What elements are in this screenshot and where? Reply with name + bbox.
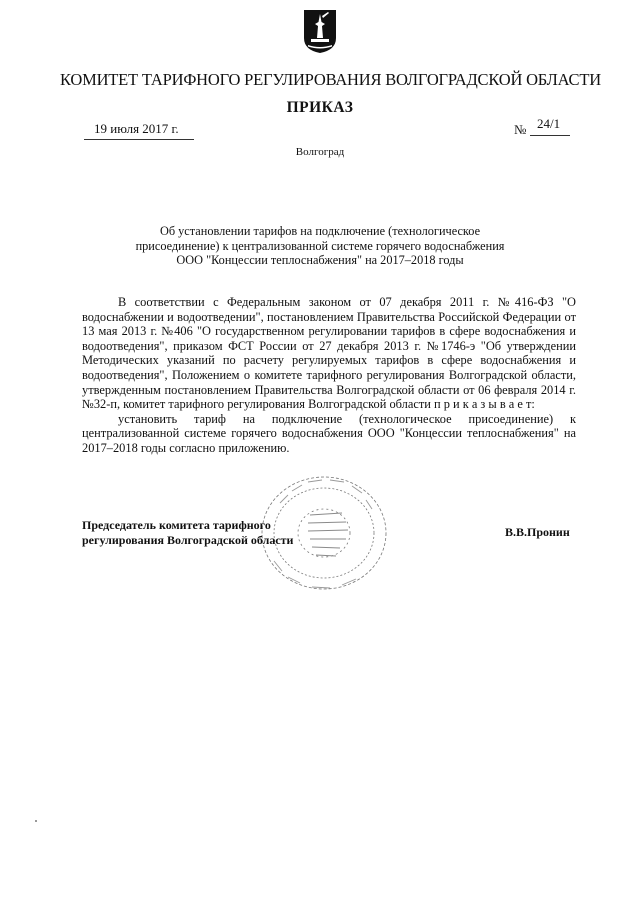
signatory-name: В.В.Пронин [505,525,570,539]
subject-line: ООО "Концессии теплоснабжения" на 2017–2018 годы [176,253,464,268]
scan-speck [35,820,37,822]
order-subject [100,224,540,268]
number-underline [530,135,570,136]
body-paragraph-decision: установить тариф на подключение (технологическое присоединение) к централизованной системе горячего водоснабжения ООО "Концессии теплоснабжения" на 2017–2018 годы согласно приложению. [82,411,576,455]
order-body [82,295,576,456]
subject-line: присоединение) к централизованной системе горячего водоснабжения [135,238,505,253]
city: Волгоград [295,146,345,158]
signatory-position-line: Председатель комитета тарифного [82,518,271,532]
volgograd-coat-of-arms-icon [302,8,338,54]
subject-line: Об установлении тарифов на подключение (технологическое [159,224,481,238]
signatory-position-line: регулирования Волгоградской области [82,533,294,547]
order-title: ПРИКАЗ [286,99,354,116]
order-number-mark: № [514,122,527,137]
order-date: 19 июля 2017 г. [94,121,179,136]
order-number: 24/1 [537,116,561,131]
signatory-position [82,518,293,548]
body-paragraph-basis: В соответствии с Федеральным законом от 07 декабря 2011 г. №416-ФЗ "О водоснабжении и водоотведении", постановлением Правительства Российской Федерации от 13 мая 2013 г. №406 "О государственном регулировании тарифов в сфере водоснабжения и водоотведения", приказом ФСТ России от 27 декабря 2013 г. №1746-э "Об утверждении Методических указаний по расчету регулируемых тарифов в сфере водоснабжения и водоотведения", Положением о комитете тарифного регулирования Волгоградской области, утвержденным постановлением Правительства Волгоградской области от 06 февраля 2014 г. №32-п, комитет тарифного регулирования Волгоградской области п р и к а з ы в а е т: [82,295,576,412]
committee-name: КОМИТЕТ ТАРИФНОГО РЕГУЛИРОВАНИЯ ВОЛГОГРАДСКОЙ ОБЛАСТИ [60,70,601,89]
date-underline [84,139,194,140]
